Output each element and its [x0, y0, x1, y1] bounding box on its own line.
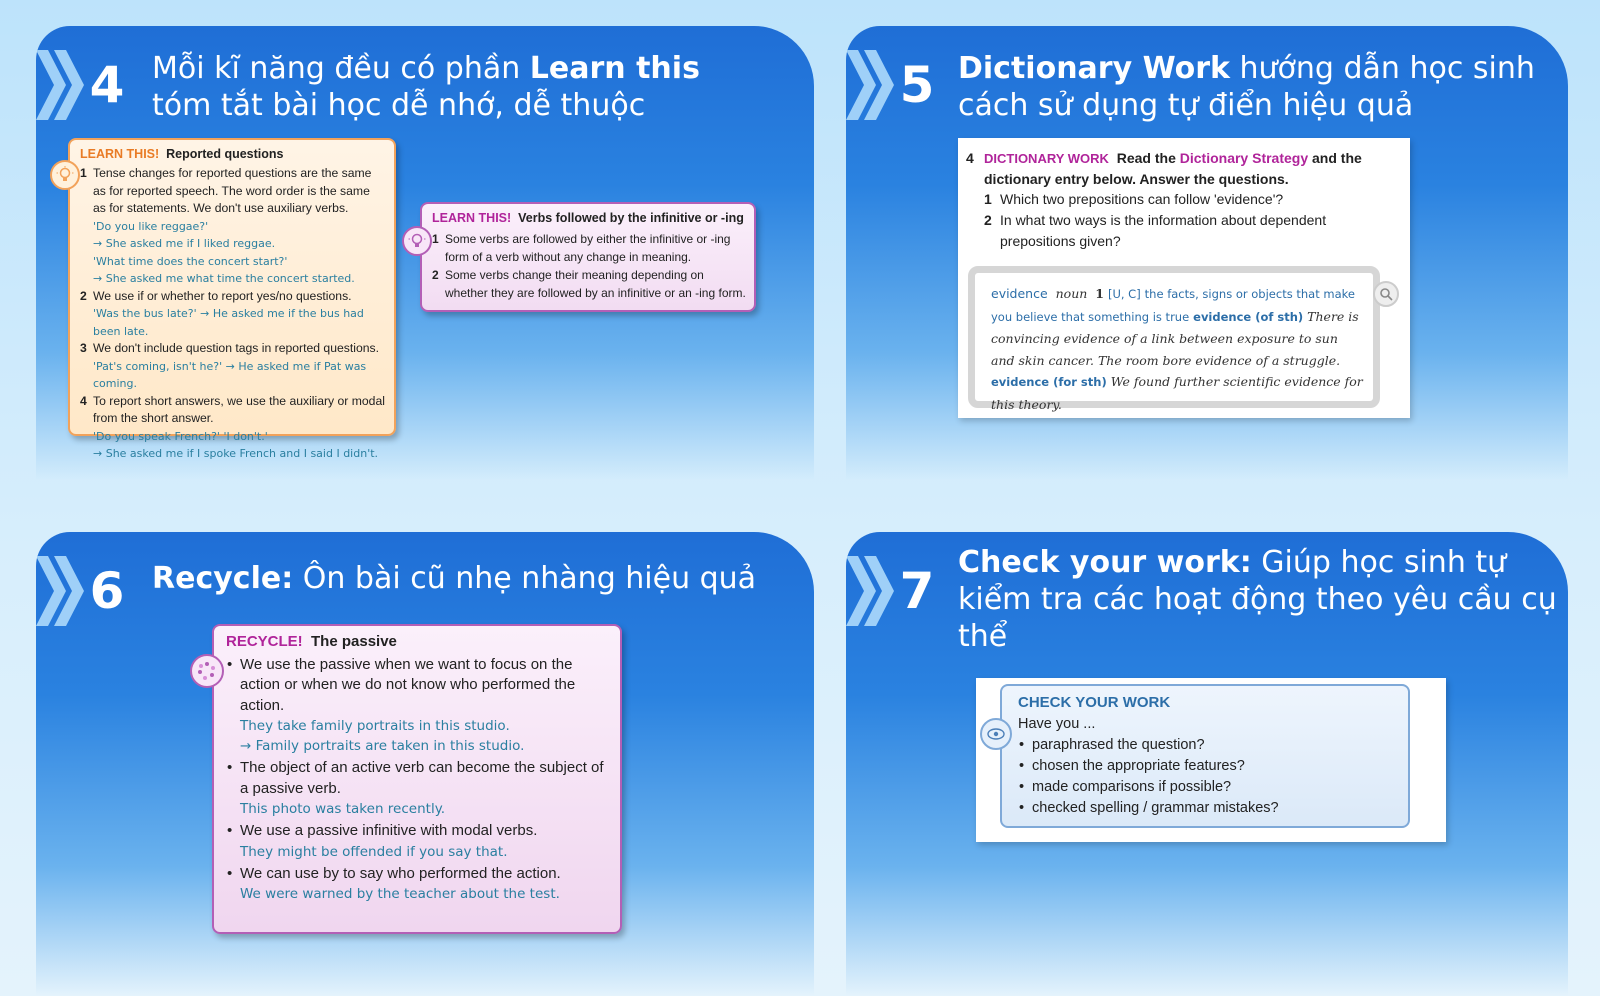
panel-title: Recycle: Ôn bài cũ nhẹ nhàng hiệu quả [152, 561, 757, 596]
dictionary-entry: evidence noun 1 [U, C] the facts, signs or objects that make you believe that something is true evidence (of sth) There is convincing evidence of a link between exposure to sun and skin cancer. The room bore evidence of a struggle. evidence (for sth) We found further scientific evidence for this theory. [968, 266, 1380, 408]
checklist [1018, 735, 1398, 819]
list-item: 3 We don't include question tags in reported questions. 'Pat's coming, isn't he?' → He asked me if Pat was coming. [80, 341, 379, 390]
passive-list [226, 655, 610, 905]
eye-icon [980, 718, 1012, 750]
card-tag: LEARN THIS! [80, 147, 160, 161]
card-tag: LEARN THIS! [432, 211, 512, 225]
learn-this-card-verbs-infinitive [420, 202, 756, 312]
step-badge [846, 50, 946, 120]
list-item: • We use a passive infinitive with modal verbs. They might be offended if you say that. [226, 821, 610, 862]
step-number: 7 [899, 562, 935, 620]
list-item: 1 Tense changes for reported questions are the same as for reported speech. The word order is the same as for statements. We don't use auxiliary verbs. 'Do you like reggae?' → She asked me if I liked reggae. 'What time does the concert start?' → She asked me what time the concert started. [80, 166, 372, 285]
list-item: • We can use by to say who performed the action. We were warned by the teacher about the test. [226, 864, 610, 905]
step-badge [36, 556, 136, 626]
panel-recycle [36, 532, 814, 996]
step-badge [846, 556, 946, 626]
list-item: • chosen the appropriate features? [1018, 756, 1398, 777]
step-number: 4 [89, 56, 125, 114]
exercise-instruction: 4 DICTIONARY WORK Read the Dictionary Strategy and the dictionary entry below. Answer the questions. [966, 150, 1362, 187]
list-item: 2 In what two ways is the information about dependent prepositions given? [984, 212, 1327, 249]
list-item: 1 Some verbs are followed by either the infinitive or -ing form of a verb without any change in meaning. [432, 232, 731, 264]
step-badge [36, 50, 136, 120]
list-item: • checked spelling / grammar mistakes? [1018, 798, 1398, 819]
check-your-work-frame [976, 678, 1446, 842]
card-tag: CHECK YOUR WORK [1018, 694, 1171, 711]
verbs-list [432, 230, 746, 302]
panel-check-your-work [846, 532, 1568, 996]
step-number: 5 [899, 56, 935, 114]
list-item: • The object of an active verb can become the subject of a passive verb. This photo was taken recently. [226, 758, 610, 819]
card-heading: The passive [311, 633, 397, 650]
list-item: 1 Which two prepositions can follow 'evidence'? [984, 191, 1284, 207]
check-your-work-card [1000, 684, 1410, 828]
list-item: • We use the passive when we want to focus on the action or when we do not know who performed the action. They take family portraits in this studio. → Family portraits are taken in this studio. [226, 655, 610, 757]
list-item: • paraphrased the question? [1018, 735, 1398, 756]
list-item: • made comparisons if possible? [1018, 777, 1398, 798]
recycle-card-passive [212, 624, 622, 934]
exercise-questions [984, 189, 1400, 252]
lightbulb-icon [50, 160, 80, 190]
dictionary-work-exercise [958, 138, 1410, 418]
step-number: 6 [89, 562, 125, 620]
lightbulb-icon [402, 226, 432, 256]
panel-learn-this [36, 26, 814, 480]
panel-title: Check your work: Giúp học sinh tự kiểm tra các hoạt động theo yêu cầu cụ thể [958, 545, 1557, 654]
list-item: 2 Some verbs change their meaning depending on whether they are followed by an infinitive or an -ing form. [432, 268, 746, 300]
list-item: 4 To report short answers, we use the auxiliary or modal from the short answer. 'Do you speak French?' 'I don't.' → She asked me if I spoke French and I said I didn't. [80, 393, 385, 460]
card-tag: RECYCLE! [226, 633, 303, 650]
list-item: 2 We use if or whether to report yes/no questions. 'Was the bus late?' → He asked me if the bus had been late. [80, 288, 364, 338]
panel-title: Mỗi kĩ năng đều có phần Learn this tóm tắt bài học dễ nhớ, dễ thuộc [152, 51, 700, 123]
reported-questions-list [80, 165, 386, 463]
panel-dictionary-work [846, 26, 1568, 480]
card-lead: Have you ... [1018, 716, 1096, 732]
recycle-icon [190, 654, 224, 688]
card-heading: Reported questions [166, 147, 284, 161]
learn-this-card-reported-questions [68, 138, 396, 460]
magnifier-icon [1373, 281, 1399, 307]
card-heading: Verbs followed by the infinitive or -ing [518, 211, 744, 225]
panel-title: Dictionary Work hướng dẫn học sinh cách sử dụng tự điển hiệu quả [958, 51, 1535, 123]
